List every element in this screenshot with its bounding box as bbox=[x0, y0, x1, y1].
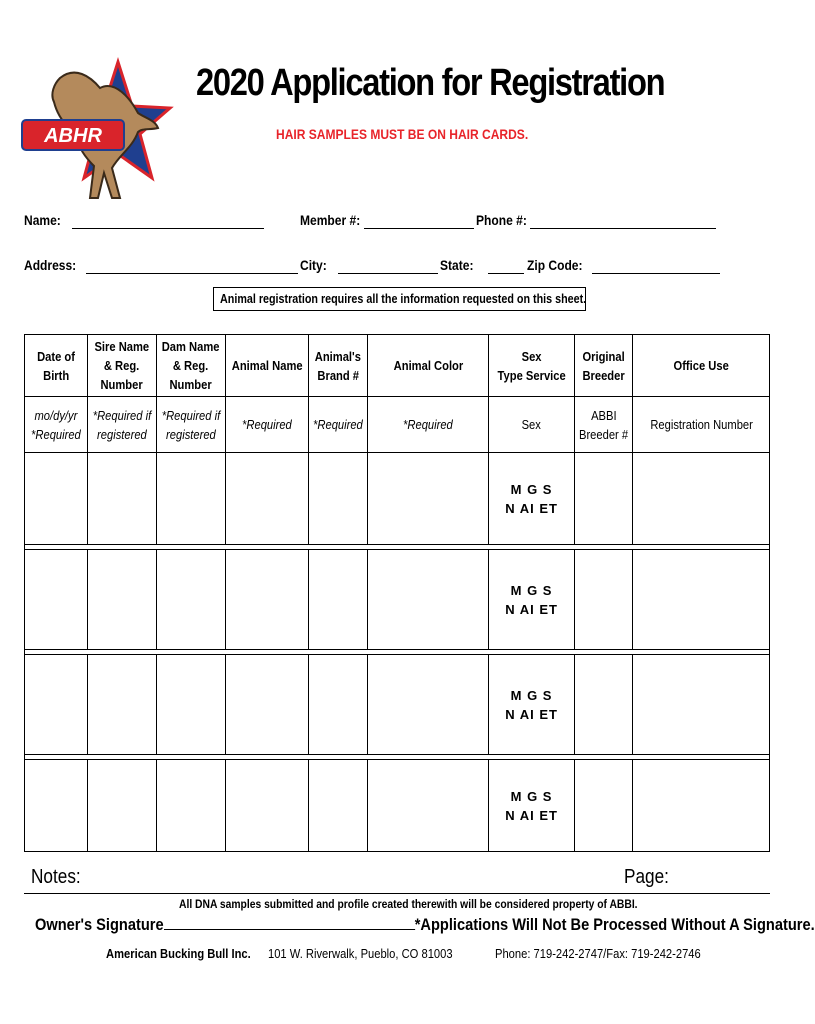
page-label: Page: bbox=[624, 866, 669, 888]
brand-cell[interactable] bbox=[309, 550, 368, 650]
dam-cell[interactable] bbox=[157, 655, 226, 755]
sub-dam: *Required if registered bbox=[157, 397, 226, 453]
header-animal-name: Animal Name bbox=[225, 335, 308, 397]
notes-divider bbox=[24, 893, 770, 894]
member-field[interactable] bbox=[364, 228, 474, 229]
dna-statement: All DNA samples submitted and profile created therewith will be considered property of ABBI. bbox=[179, 897, 638, 911]
sex-cell[interactable] bbox=[488, 760, 574, 852]
sire-cell[interactable] bbox=[88, 453, 157, 545]
office-cell bbox=[633, 655, 770, 755]
state-label: State: bbox=[440, 257, 474, 273]
sex-cell[interactable] bbox=[488, 453, 574, 545]
dam-cell[interactable] bbox=[157, 453, 226, 545]
color-cell[interactable] bbox=[368, 453, 489, 545]
sub-brand: *Required bbox=[309, 397, 368, 453]
header-row bbox=[25, 335, 770, 397]
address-field[interactable] bbox=[86, 273, 298, 274]
header-color: Animal Color bbox=[368, 335, 489, 397]
footer-address: 101 W. Riverwalk, Pueblo, CO 81003 bbox=[268, 946, 453, 961]
brand-cell[interactable] bbox=[309, 760, 368, 852]
breeder-cell[interactable] bbox=[575, 760, 633, 852]
sire-cell[interactable] bbox=[88, 760, 157, 852]
sub-office: Registration Number bbox=[633, 397, 770, 453]
sub-dob: mo/dy/yr *Required bbox=[25, 397, 88, 453]
footer-company: American Bucking Bull Inc. bbox=[106, 946, 251, 961]
zip-field[interactable] bbox=[592, 273, 720, 274]
brand-cell[interactable] bbox=[309, 655, 368, 755]
animal-name-cell[interactable] bbox=[225, 760, 308, 852]
dob-cell[interactable] bbox=[25, 760, 88, 852]
table-row bbox=[25, 760, 770, 852]
hair-sample-notice: HAIR SAMPLES MUST BE ON HAIR CARDS. bbox=[276, 126, 529, 142]
sire-cell[interactable] bbox=[88, 550, 157, 650]
animal-name-cell[interactable] bbox=[225, 453, 308, 545]
breeder-cell[interactable] bbox=[575, 550, 633, 650]
service-options[interactable]: N AI ET bbox=[505, 500, 558, 516]
sub-color: *Required bbox=[368, 397, 489, 453]
sub-breeder: ABBI Breeder # bbox=[575, 397, 633, 453]
member-label: Member #: bbox=[300, 212, 361, 228]
header-dam: Dam Name & Reg. Number bbox=[157, 335, 226, 397]
animal-name-cell[interactable] bbox=[225, 550, 308, 650]
breeder-cell[interactable] bbox=[575, 453, 633, 545]
city-field[interactable] bbox=[338, 273, 438, 274]
table-row bbox=[25, 550, 770, 650]
signature-row bbox=[35, 915, 815, 935]
dam-cell[interactable] bbox=[157, 760, 226, 852]
sub-animal-name: *Required bbox=[225, 397, 308, 453]
address-label: Address: bbox=[24, 257, 77, 273]
sex-options[interactable]: M G S bbox=[510, 481, 553, 497]
sub-sex: Sex bbox=[488, 397, 574, 453]
logo-text: ABHR bbox=[44, 125, 102, 147]
header-brand: Animal's Brand # bbox=[309, 335, 368, 397]
subheader-row bbox=[25, 397, 770, 453]
requirement-note: Animal registration requires all the information requested on this sheet. bbox=[213, 287, 586, 311]
color-cell[interactable] bbox=[368, 760, 489, 852]
office-cell bbox=[633, 453, 770, 545]
city-label: City: bbox=[300, 257, 327, 273]
header-breeder: Original Breeder bbox=[575, 335, 633, 397]
sex-options[interactable]: M G S bbox=[510, 582, 553, 598]
sex-cell[interactable] bbox=[488, 550, 574, 650]
footer-contact: Phone: 719-242-2747/Fax: 719-242-2746 bbox=[495, 946, 701, 961]
dob-cell[interactable] bbox=[25, 655, 88, 755]
phone-field[interactable] bbox=[530, 228, 716, 229]
dam-cell[interactable] bbox=[157, 550, 226, 650]
phone-label: Phone #: bbox=[476, 212, 527, 228]
office-cell bbox=[633, 760, 770, 852]
sub-sire: *Required if registered bbox=[88, 397, 157, 453]
dob-cell[interactable] bbox=[25, 550, 88, 650]
brand-cell[interactable] bbox=[309, 453, 368, 545]
signature-field[interactable] bbox=[164, 915, 415, 930]
service-options[interactable]: N AI ET bbox=[505, 807, 558, 823]
name-field[interactable] bbox=[72, 228, 264, 229]
breeder-cell[interactable] bbox=[575, 655, 633, 755]
abhr-logo bbox=[20, 58, 170, 203]
registration-table bbox=[24, 334, 770, 852]
signature-warning: *Applications Will Not Be Processed Without A Signature. bbox=[414, 915, 815, 934]
header-office: Office Use bbox=[633, 335, 770, 397]
header-sex: Sex Type Service bbox=[488, 335, 574, 397]
animal-name-cell[interactable] bbox=[225, 655, 308, 755]
name-label: Name: bbox=[24, 212, 61, 228]
service-options[interactable]: N AI ET bbox=[505, 601, 558, 617]
table-row bbox=[25, 453, 770, 545]
sex-cell[interactable] bbox=[488, 655, 574, 755]
state-field[interactable] bbox=[488, 273, 524, 274]
zip-label: Zip Code: bbox=[527, 257, 583, 273]
sex-options[interactable]: M G S bbox=[510, 687, 553, 703]
office-cell bbox=[633, 550, 770, 650]
page-title: 2020 Application for Registration bbox=[196, 62, 665, 104]
header-sire: Sire Name & Reg. Number bbox=[88, 335, 157, 397]
sex-options[interactable]: M G S bbox=[510, 788, 553, 804]
dob-cell[interactable] bbox=[25, 453, 88, 545]
table-row bbox=[25, 655, 770, 755]
color-cell[interactable] bbox=[368, 655, 489, 755]
notes-label: Notes: bbox=[31, 866, 81, 888]
color-cell[interactable] bbox=[368, 550, 489, 650]
service-options[interactable]: N AI ET bbox=[505, 706, 558, 722]
header-dob: Date of Birth bbox=[25, 335, 88, 397]
sire-cell[interactable] bbox=[88, 655, 157, 755]
signature-label: Owner's Signature bbox=[35, 915, 164, 934]
